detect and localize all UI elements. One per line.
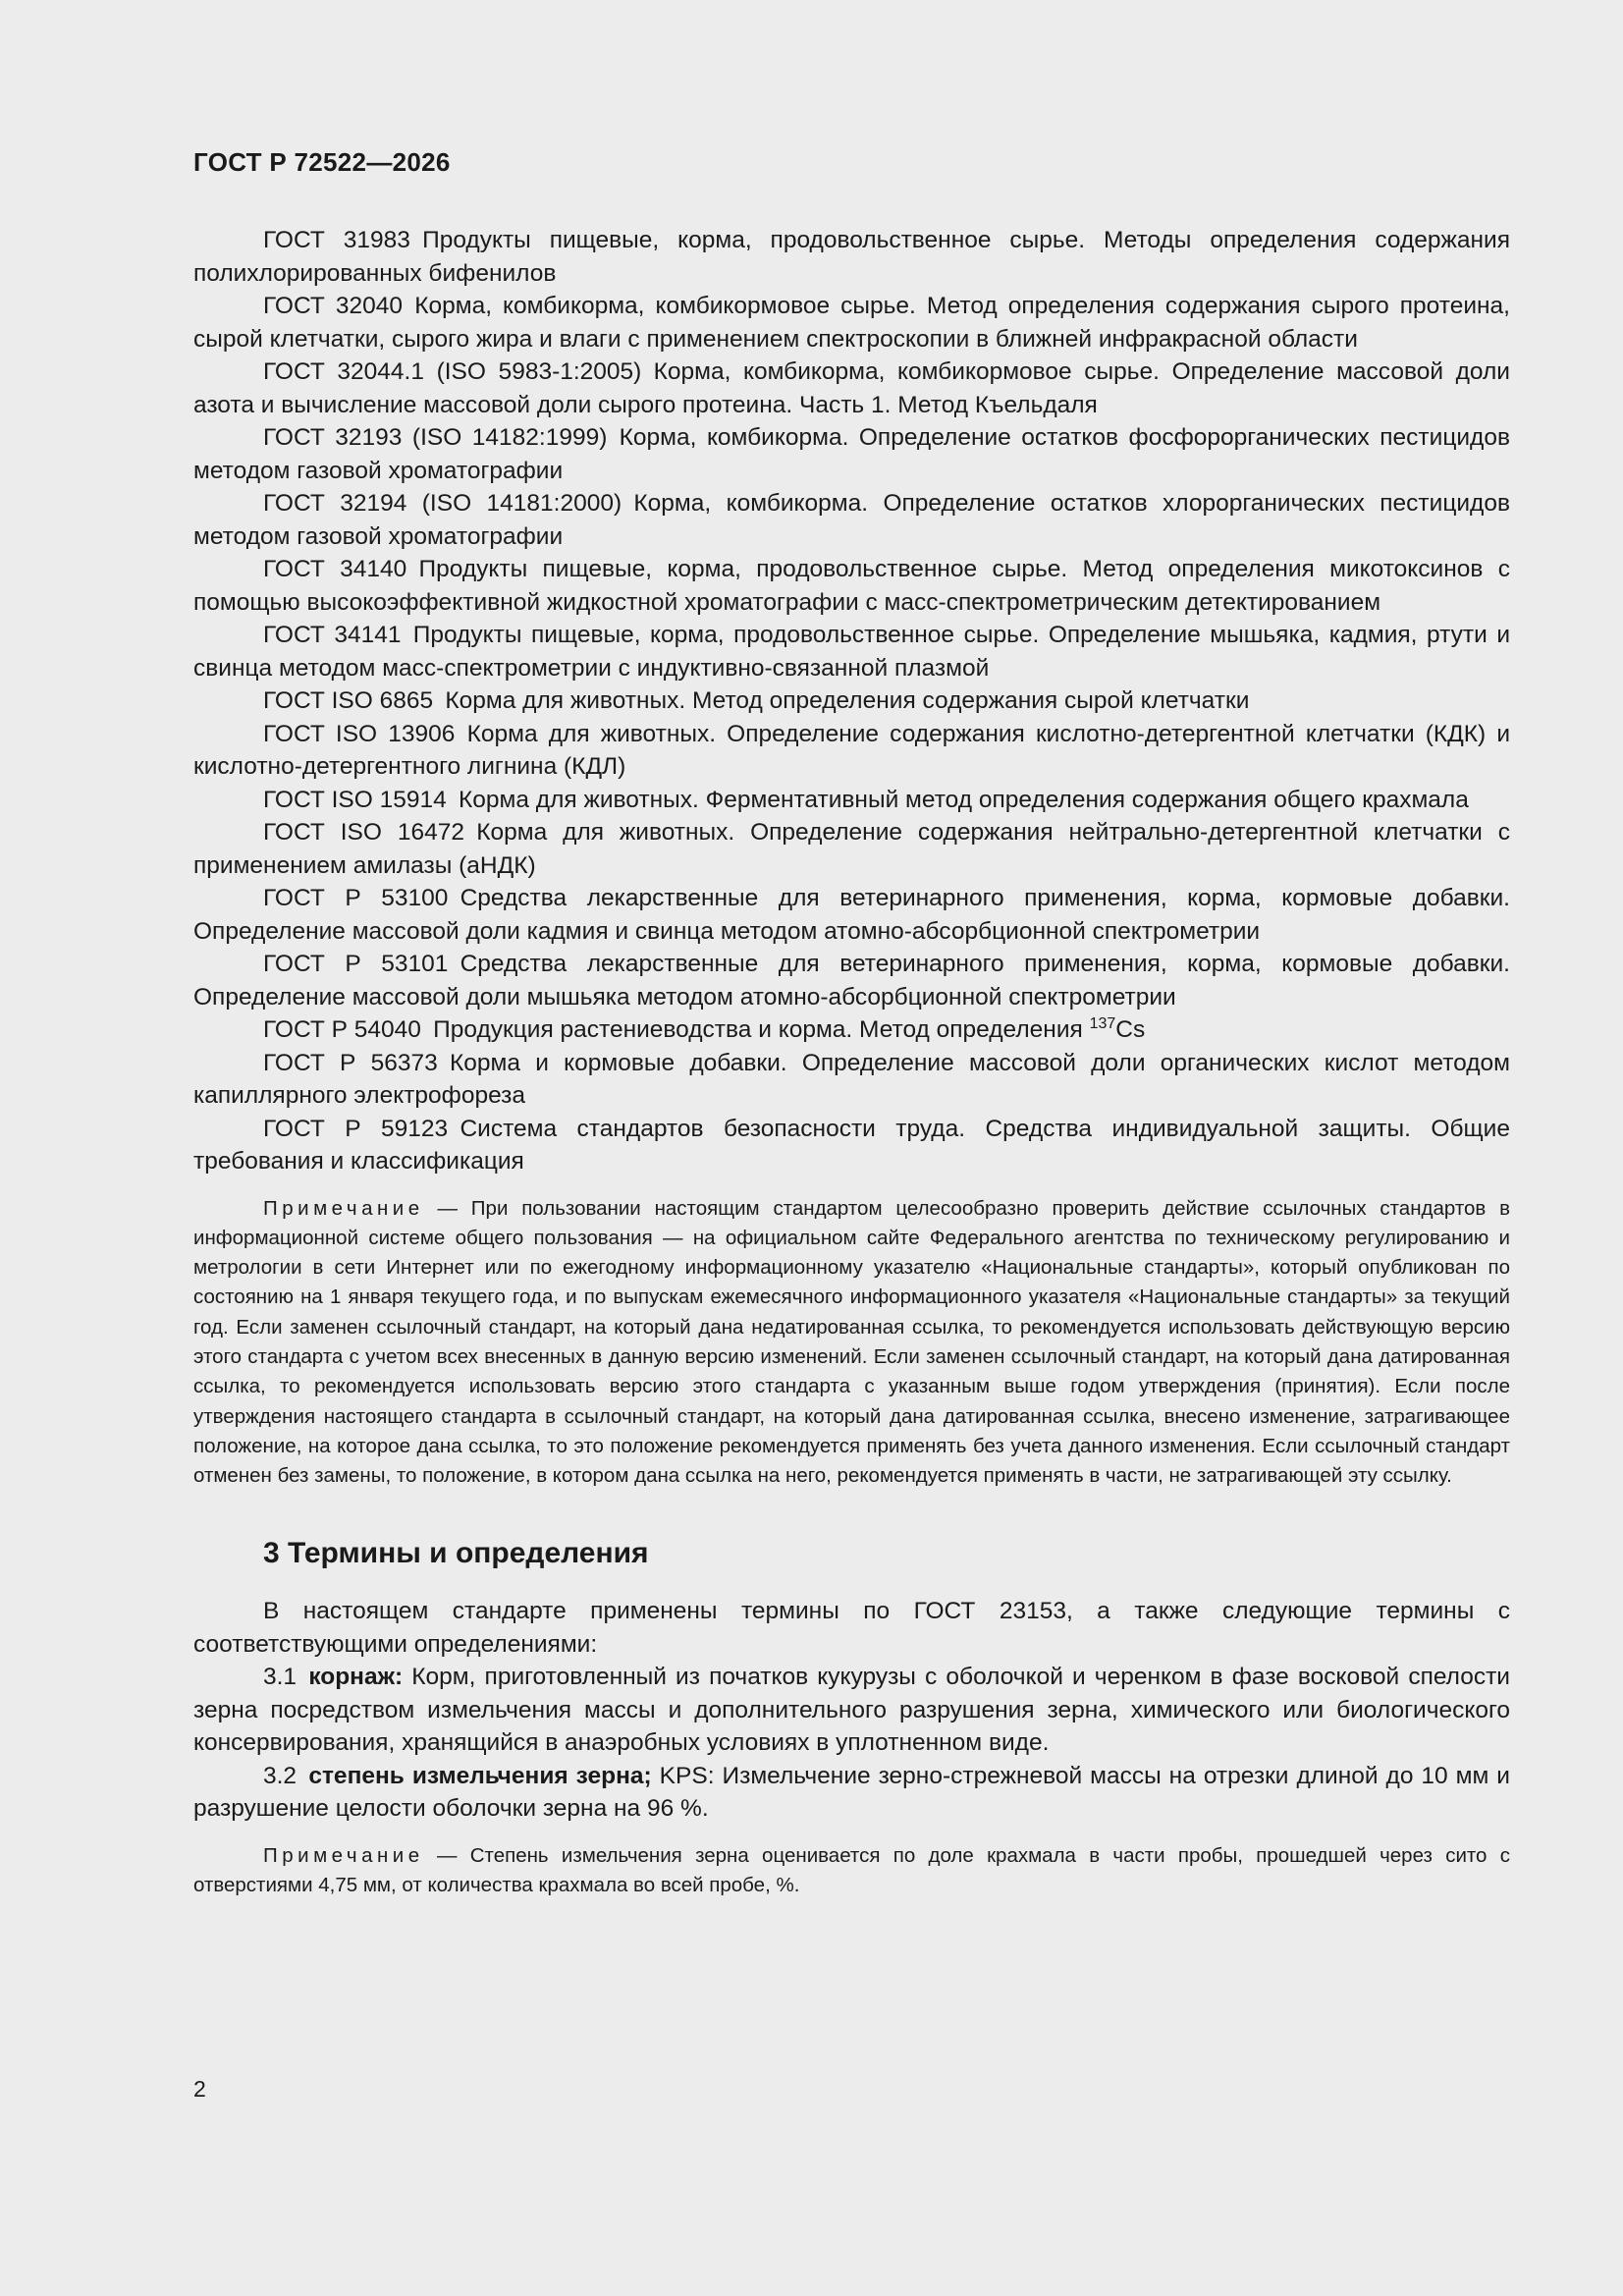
reference-item (193, 487, 1510, 553)
term-definition: Корм, приготовленный из початков кукурузы с оболочкой и черенком в фазе восковой спелости зерна посредством измельчения массы и дополнительного разрушения зерна, химического или биологического консервирования, хранящийся в анаэробных условиях в уплотненном виде. (193, 1664, 1510, 1757)
reference-code: ГОСТ Р 53101 (263, 951, 449, 977)
reference-item (193, 1013, 1510, 1047)
reference-title: Корма для животных. Метод определения содержания сырой клетчатки (445, 687, 1250, 714)
terms-section (193, 1595, 1510, 1826)
section-heading: 3 Термины и определения (263, 1537, 649, 1570)
reference-title: Корма, комбикорма. Определение остатков фосфорорганических пестицидов методом газовой хроматографии (193, 424, 1510, 484)
reference-item (193, 553, 1510, 619)
term-number: 3.1 (263, 1664, 298, 1691)
reference-item (193, 355, 1510, 421)
note-label: Примечание (263, 1843, 424, 1867)
reference-title: Корма, комбикорма, комбикормовое сырье. Определение массовой доли азота и вычисление массовой доли сырого протеина. Часть 1. Метод Къельдаля (193, 358, 1510, 418)
reference-title: Средства лекарственные для ветеринарного применения, корма, кормовые добавки. Определение массовой доли кадмия и свинца методом атомно-абсорбционной спектрометрии (193, 885, 1510, 945)
reference-code: ГОСТ 34141 (263, 622, 402, 648)
page-content (193, 224, 1510, 1901)
reference-title: Продукция растениеводства и корма. Метод определения (433, 1016, 1083, 1043)
reference-code: ГОСТ ISO 13906 (263, 720, 456, 747)
reference-item (193, 290, 1510, 355)
reference-code: ГОСТ 34140 (263, 556, 407, 582)
reference-title: Корма, комбикорма, комбикормовое сырье. Метод определения содержания сырого протеина, сырой клетчатки, сырого жира и влаги с применением спектроскопии в ближней инфракрасной области (193, 293, 1510, 353)
term-entry (193, 1760, 1510, 1826)
reference-title: Средства лекарственные для ветеринарного применения, корма, кормовые добавки. Определение массовой доли мышьяка методом атомно-абсорбционной спектрометрии (193, 951, 1510, 1011)
reference-title: Корма, комбикорма. Определение остатков хлорорганических пестицидов методом газовой хроматографии (193, 490, 1510, 550)
reference-code: ГОСТ 32040 (263, 293, 403, 319)
reference-code: ГОСТ 31983 (263, 227, 410, 253)
term-number: 3.2 (263, 1762, 298, 1789)
reference-item (193, 684, 1510, 718)
term-note (193, 1841, 1510, 1901)
reference-title: Система стандартов безопасности труда. Средства индивидуальной защиты. Общие требования и классификация (193, 1115, 1510, 1175)
section-intro: В настоящем стандарте применены термины по ГОСТ 23153, а также следующие термины с соответствующими определениями: (193, 1598, 1510, 1658)
reference-code: ГОСТ Р 59123 (263, 1115, 449, 1142)
reference-item (193, 1113, 1510, 1178)
reference-title: Продукты пищевые, корма, продовольственное сырье. Метод определения микотоксинов с помощью высокоэффективной жидкостной хроматографии с масс-спектрометрическим детектированием (193, 556, 1510, 616)
reference-title: Корма для животных. Ферментативный метод определения содержания общего крахмала (459, 786, 1469, 813)
isotope-mass-number: 137 (1089, 1015, 1116, 1032)
reference-title: Корма для животных. Определение содержания нейтрально-детергентной клетчатки с применением амилазы (аНДК) (193, 819, 1510, 879)
reference-title: Продукты пищевые, корма, продовольственное сырье. Определение мышьяка, кадмия, ртути и свинца методом масс-спектрометрии с индуктивно-связанной плазмой (193, 622, 1511, 682)
reference-code: ГОСТ ISO 15914 (263, 786, 447, 813)
references-note (193, 1194, 1510, 1492)
reference-code: ГОСТ 32044.1 (ISO 5983-1:2005) (263, 358, 642, 385)
note-label: Примечание (263, 1196, 424, 1220)
reference-item (193, 619, 1510, 684)
reference-code: ГОСТ 32193 (ISO 14182:1999) (263, 424, 608, 451)
reference-item (193, 718, 1510, 784)
reference-item (193, 1047, 1510, 1113)
note-text: — При пользовании настоящим стандартом целесообразно проверить действие ссылочных стандартов в информационной системе общего пользования — на официальном сайте Федерального агентства по техническому регулированию и метрологии в сети Интернет или по ежегодному информационному указателю «Национальные стандарты», который опубликован по состоянию на 1 января текущего года, и по выпускам ежемесячного информационного указателя «Национальные стандарты» за текущий год. Если заменен ссылочный стандарт, на который дана недатированная ссылка, то рекомендуется использовать действующую версию этого стандарта с учетом всех внесенных в данную версию изменений. Если заменен ссылочный стандарт, на который дана датированная ссылка, то рекомендуется использовать версию этого стандарта с указанным выше годом утверждения (принятия). Если после утверждения настоящего стандарта в ссылочный стандарт, на который дана датированная ссылка, внесено изменение, затрагивающее положение, на которое дана ссылка, то это положение рекомендуется применять без учета данного изменения. Если ссылочный стандарт отменен без замены, то положение, в котором дана ссылка на него, рекомендуется применять в части, не затрагивающей эту ссылку. (193, 1196, 1510, 1488)
document-header: ГОСТ Р 72522—2026 (193, 147, 451, 177)
reference-code: ГОСТ 32194 (ISO 14181:2000) (263, 490, 622, 517)
term-entry (193, 1661, 1510, 1760)
reference-code: ГОСТ Р 56373 (263, 1049, 438, 1076)
reference-item (193, 816, 1510, 882)
term-name: корнаж: (308, 1664, 404, 1691)
page-number: 2 (193, 2076, 206, 2102)
reference-code: ГОСТ ISO 16472 (263, 819, 464, 846)
reference-code: ГОСТ ISO 6865 (263, 687, 434, 714)
term-definition: KPS: Измельчение зерно-стрежневой массы на отрезки длиной до 10 мм и разрушение целости оболочки зерна на 96 %. (193, 1762, 1510, 1823)
normative-references-list (193, 224, 1510, 1178)
term-name: степень измельчения зерна; (308, 1762, 652, 1789)
reference-code: ГОСТ Р 53100 (263, 885, 449, 911)
reference-code: ГОСТ Р 54040 (263, 1016, 421, 1043)
isotope-symbol: Cs (1115, 1016, 1146, 1043)
reference-item (193, 421, 1510, 487)
reference-item (193, 784, 1510, 817)
reference-item (193, 224, 1510, 290)
reference-title: Корма для животных. Определение содержания кислотно-детергентной клетчатки (КДК) и кислотно-детергентного лигнина (КДЛ) (193, 720, 1510, 780)
note-text: — Степень измельчения зерна оценивается по доле крахмала в части пробы, прошедшей через сито с отверстиями 4,75 мм, от количества крахмала во всей пробе, %. (193, 1843, 1510, 1897)
reference-title: Продукты пищевые, корма, продовольственное сырье. Методы определения содержания полихлорированных бифенилов (193, 227, 1511, 287)
reference-title: Корма и кормовые добавки. Определение массовой доли органических кислот методом капиллярного электрофореза (193, 1049, 1510, 1109)
reference-item (193, 948, 1510, 1013)
reference-item (193, 882, 1510, 948)
